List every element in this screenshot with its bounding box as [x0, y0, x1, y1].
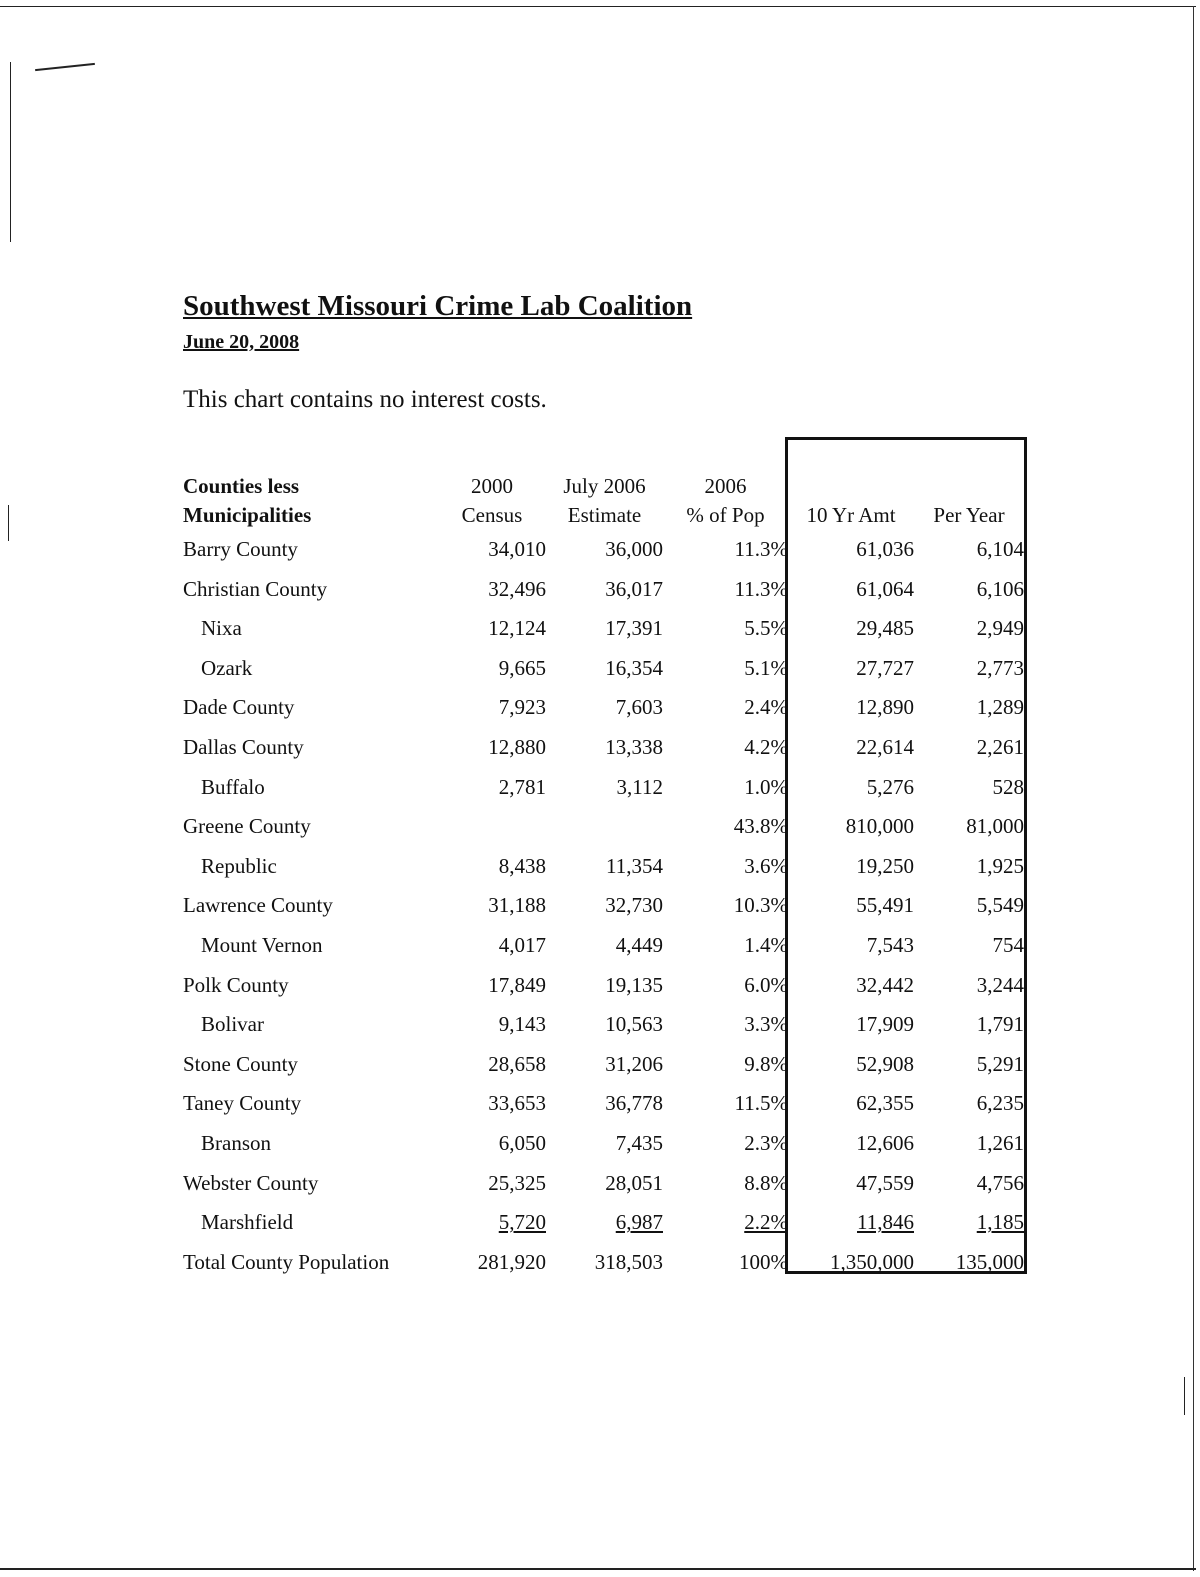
pct-pop-cell: 3.6% [744, 853, 788, 878]
ten-yr-amt-cell: 5,276 [866, 774, 914, 799]
per-year-cell: 3,244 [976, 972, 1024, 997]
census-cell: 9,143 [498, 1012, 546, 1037]
census-cell: 32,496 [488, 576, 546, 601]
scan-border-bottom [0, 1568, 1196, 1570]
ten-yr-amt-cell: 29,485 [856, 616, 914, 641]
estimate-cell: 17,391 [605, 616, 663, 641]
estimate-cell: 32,730 [605, 893, 663, 918]
estimate-cell: 13,338 [605, 734, 663, 759]
estimate-cell: 19,135 [605, 972, 663, 997]
row-label: Branson [201, 1130, 271, 1155]
pct-pop-cell: 2.2% [744, 1210, 788, 1235]
per-year-cell: 1,185 [976, 1210, 1024, 1235]
row-label: Stone County [183, 1051, 298, 1076]
estimate-cell: 16,354 [605, 655, 663, 680]
per-year-cell: 528 [992, 774, 1024, 799]
estimate-cell: 28,051 [605, 1170, 663, 1195]
pct-pop-cell: 11.3% [734, 576, 788, 601]
census-cell: 17,849 [488, 972, 546, 997]
pct-pop-cell: 10.3% [733, 893, 788, 918]
per-year-cell: 2,949 [976, 616, 1024, 641]
header-pct-pop: 2006 % of Pop [686, 474, 765, 527]
chart-note: This chart contains no interest costs. [183, 386, 547, 413]
census-cell: 12,880 [488, 734, 546, 759]
estimate-cell: 36,000 [605, 537, 663, 561]
row-label: Ozark [201, 655, 253, 680]
total-per-year-cell: 135,000 [955, 1249, 1024, 1274]
per-year-cell: 1,261 [976, 1130, 1024, 1155]
ten-yr-amt-cell: 47,559 [856, 1170, 914, 1195]
pct-pop-cell: 5.5% [744, 616, 788, 641]
pct-pop-cell: 2.3% [744, 1130, 788, 1155]
total-ten-yr-amt-cell: 1,350,000 [830, 1249, 914, 1274]
header-estimate-2006: July 2006 Estimate [563, 474, 646, 527]
per-year-cell: 1,289 [976, 695, 1024, 720]
pct-pop-cell: 1.0% [744, 774, 788, 799]
total-pct-pop-cell: 100% [739, 1249, 788, 1274]
pct-pop-cell: 11.5% [734, 1091, 788, 1116]
row-label: Dade County [183, 695, 295, 720]
estimate-cell [546, 807, 663, 847]
pct-pop-cell: 8.8% [744, 1170, 788, 1195]
census-cell: 12,124 [488, 616, 546, 641]
scan-mark [8, 505, 9, 541]
scan-mark [35, 63, 95, 71]
ten-yr-amt-cell: 7,543 [866, 932, 914, 957]
per-year-cell: 1,925 [976, 853, 1024, 878]
census-cell: 4,017 [498, 932, 546, 957]
row-label: Polk County [183, 972, 289, 997]
census-cell: 31,188 [488, 893, 546, 918]
census-cell [438, 807, 546, 847]
header-per-year: Per Year [933, 503, 1005, 527]
row-label: Barry County [183, 537, 298, 561]
census-cell: 5,720 [498, 1210, 546, 1235]
per-year-cell: 2,773 [976, 655, 1024, 680]
pct-pop-cell: 6.0% [744, 972, 788, 997]
estimate-cell: 36,017 [605, 576, 663, 601]
census-cell: 34,010 [488, 537, 546, 561]
estimate-cell: 6,987 [615, 1210, 663, 1235]
per-year-cell: 2,261 [976, 734, 1024, 759]
ten-yr-amt-cell: 55,491 [856, 893, 914, 918]
pct-pop-cell: 3.3% [744, 1012, 788, 1037]
row-label: Marshfield [201, 1210, 294, 1235]
ten-yr-amt-cell: 17,909 [856, 1012, 914, 1037]
ten-yr-amt-cell: 61,064 [856, 576, 914, 601]
per-year-cell: 4,756 [976, 1170, 1024, 1195]
total-census-cell: 281,920 [477, 1249, 546, 1274]
estimate-cell: 11,354 [606, 853, 663, 878]
document-date: June 20, 2008 [183, 331, 300, 353]
per-year-cell: 81,000 [966, 814, 1024, 839]
total-label: Total County Population [183, 1249, 390, 1274]
row-label: Lawrence County [183, 893, 333, 918]
ten-yr-amt-cell: 19,250 [856, 853, 914, 878]
row-label: Nixa [201, 616, 242, 641]
estimate-cell: 3,112 [616, 774, 663, 799]
ten-yr-amt-cell: 27,727 [856, 655, 914, 680]
ten-yr-amt-cell: 52,908 [856, 1051, 914, 1076]
per-year-cell: 6,104 [976, 537, 1024, 561]
pct-pop-cell: 2.4% [744, 695, 788, 720]
row-label: Webster County [183, 1170, 319, 1195]
ten-yr-amt-cell: 11,846 [857, 1210, 914, 1235]
per-year-cell: 6,235 [976, 1091, 1024, 1116]
census-cell: 9,665 [498, 655, 546, 680]
row-label: Bolivar [201, 1012, 264, 1037]
census-cell: 2,781 [498, 774, 546, 799]
pct-pop-cell: 5.1% [744, 655, 788, 680]
estimate-cell: 31,206 [605, 1051, 663, 1076]
row-label: Christian County [183, 576, 328, 601]
scan-border-top [0, 6, 1196, 7]
page-title: Southwest Missouri Crime Lab Coalition [183, 290, 693, 322]
estimate-cell: 7,435 [615, 1130, 663, 1155]
pct-pop-cell: 11.3% [734, 537, 788, 561]
row-label: Buffalo [201, 774, 265, 799]
ten-yr-amt-cell: 22,614 [856, 734, 914, 759]
pct-pop-cell: 43.8% [733, 814, 788, 839]
row-label: Dallas County [183, 734, 304, 759]
ten-yr-amt-cell: 12,606 [856, 1130, 914, 1155]
census-cell: 7,923 [498, 695, 546, 720]
row-label: Mount Vernon [201, 932, 323, 957]
per-year-cell: 5,549 [976, 893, 1024, 918]
census-cell: 8,438 [498, 853, 546, 878]
pct-pop-cell: 1.4% [744, 932, 788, 957]
ten-yr-amt-cell: 12,890 [856, 695, 914, 720]
per-year-cell: 1,791 [976, 1012, 1024, 1037]
header-ten-yr-amt: 10 Yr Amt [806, 503, 896, 527]
row-label: Republic [201, 853, 277, 878]
per-year-cell: 5,291 [976, 1051, 1024, 1076]
census-cell: 25,325 [488, 1170, 546, 1195]
estimate-cell: 36,778 [605, 1091, 663, 1116]
cost-table [183, 470, 1024, 1282]
scan-border-right [1193, 6, 1194, 1571]
scan-mark [10, 62, 11, 242]
pct-pop-cell: 4.2% [744, 734, 788, 759]
header-census-2000: 2000 Census [461, 474, 523, 527]
scan-mark [1184, 1377, 1185, 1415]
per-year-cell: 754 [992, 932, 1024, 957]
ten-yr-amt-cell: 61,036 [856, 537, 914, 561]
pct-pop-cell: 9.8% [744, 1051, 788, 1076]
census-cell: 6,050 [498, 1130, 546, 1155]
ten-yr-amt-cell: 32,442 [856, 972, 914, 997]
estimate-cell: 10,563 [605, 1012, 663, 1037]
total-estimate-cell: 318,503 [594, 1249, 663, 1274]
ten-yr-amt-cell: 62,355 [856, 1091, 914, 1116]
row-label: Taney County [183, 1091, 302, 1116]
per-year-cell: 6,106 [976, 576, 1024, 601]
ten-yr-amt-cell: 810,000 [845, 814, 914, 839]
row-label: Greene County [183, 814, 311, 839]
census-cell: 28,658 [488, 1051, 546, 1076]
census-cell: 33,653 [488, 1091, 546, 1116]
estimate-cell: 4,449 [615, 932, 663, 957]
header-municipalities: Counties less Municipalities [183, 474, 312, 527]
estimate-cell: 7,603 [615, 695, 663, 720]
